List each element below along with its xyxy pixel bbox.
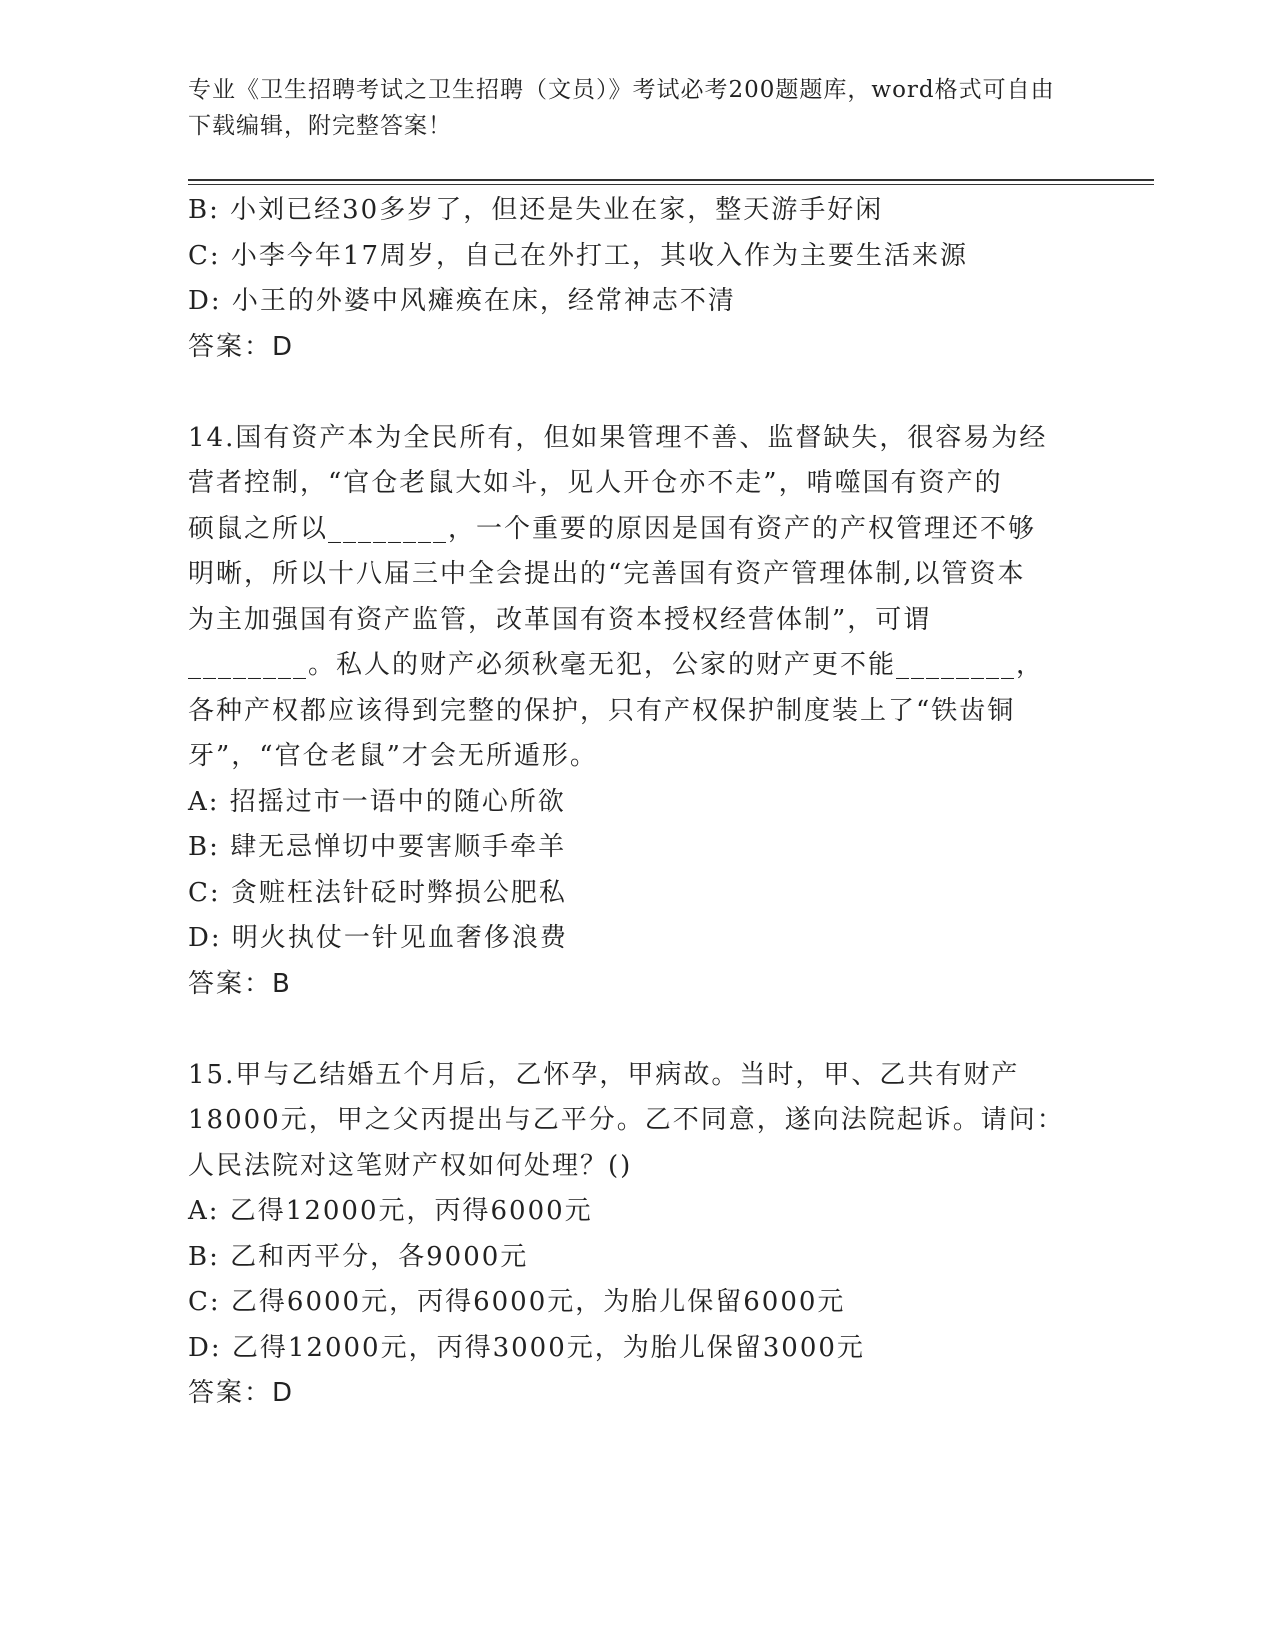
option-b: B: 乙和丙平分，各9000元 [188, 1241, 529, 1272]
question-15 [188, 1053, 1088, 1417]
question-stem-line: 人民法院对这笔财产权如何处理？() [188, 1150, 633, 1181]
spacer [188, 370, 1088, 416]
question-stem-line: 明晰，所以十八届三中全会提出的“完善国有资产管理体制,以管资本 [188, 559, 1026, 589]
spacer [188, 1007, 1088, 1053]
answer-label: 答案：D [188, 1378, 295, 1408]
option-a: A: 招摇过市一语中的随心所欲 [188, 786, 566, 817]
option-d: D: 小王的外婆中风瘫痪在床，经常神志不清 [188, 286, 736, 316]
option-b: B: 肆无忌惮切中要害顺手牵羊 [188, 832, 567, 862]
option-d: D: 乙得12000元，丙得3000元，为胎儿保留3000元 [188, 1332, 865, 1363]
question-stem-line: 14.国有资产本为全民所有，但如果管理不善、监督缺失，很容易为经 [188, 422, 1048, 453]
question-stem-line: 各种产权都应该得到完整的保护，只有产权保护制度装上了“铁齿铜 [188, 695, 1016, 726]
option-d: D: 明火执仗一针见血奢侈浪费 [188, 923, 568, 953]
question-stem-line: 15.甲与乙结婚五个月后，乙怀孕，甲病故。当时，甲、乙共有财产 [188, 1059, 1020, 1090]
prev-question [188, 188, 1088, 370]
question-content [188, 188, 1088, 1417]
option-a: A: 乙得12000元，丙得6000元 [188, 1196, 593, 1226]
header-divider-thin [188, 184, 1154, 185]
document-header-title: 专业《卫生招聘考试之卫生招聘（文员）》考试必考200题题库，word格式可自由下载编辑，附完整答案！ [188, 77, 1055, 139]
option-c: C: 乙得6000元，丙得6000元，为胎儿保留6000元 [188, 1287, 846, 1317]
option-c: C: 贪赃枉法针砭时弊损公肥私 [188, 877, 567, 908]
answer-label: 答案：D [188, 331, 295, 362]
answer-label: 答案：B [188, 968, 292, 999]
header-divider-thick [188, 179, 1154, 181]
question-stem-line: ________。私人的财产必须秋毫无犯，公家的财产更不能________， [188, 650, 1045, 680]
option-b: B: 小刘已经30多岁了，但还是失业在家，整天游手好闲 [188, 195, 884, 225]
option-c: C: 小李今年17周岁，自己在外打工，其收入作为主要生活来源 [188, 240, 969, 271]
question-14 [188, 416, 1088, 1008]
question-stem-line: 为主加强国有资产监管，改革国有资本授权经营体制”，可谓 [188, 604, 932, 635]
question-stem-line: 营者控制，“官仓老鼠大如斗，见人开仓亦不走”，啃噬国有资产的 [188, 468, 1003, 498]
question-stem-line: 硕鼠之所以________，一个重要的原因是国有资产的产权管理还不够 [188, 513, 1037, 544]
question-stem-line: 18000元，甲之父丙提出与乙平分。乙不同意，遂向法院起诉。请问： [188, 1105, 1065, 1135]
question-stem-line: 牙”，“官仓老鼠”才会无所遁形。 [188, 741, 598, 771]
